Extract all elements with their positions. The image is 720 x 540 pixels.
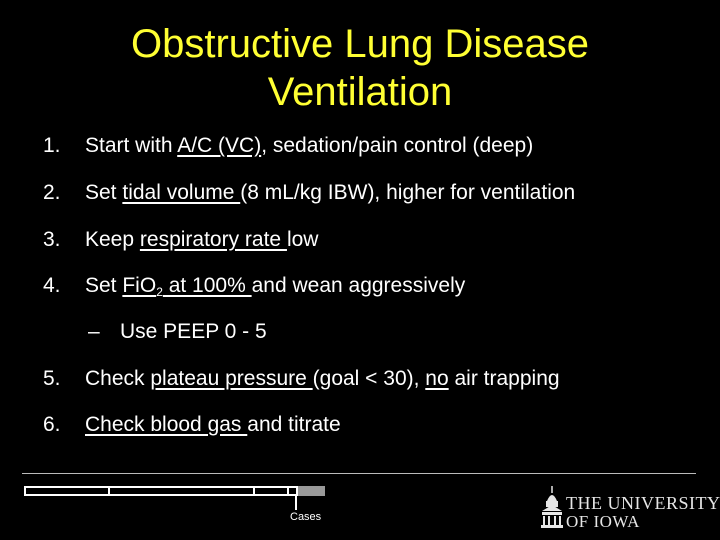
list-item-5 — [43, 366, 560, 392]
item-underlined-term: A/C (VC) — [177, 134, 262, 157]
sub-list-item — [88, 319, 267, 345]
item-number: 5. — [43, 367, 61, 390]
item-text: and wean aggressively — [251, 274, 466, 297]
item-number: 1. — [43, 134, 61, 157]
item-text: , sedation/pain control (deep) — [261, 134, 534, 157]
list-item-4 — [43, 273, 465, 299]
item-text: Keep — [85, 228, 140, 251]
list-item-1 — [43, 133, 533, 159]
dash-bullet: – — [88, 320, 100, 343]
footer-divider — [22, 473, 696, 474]
nav-pointer — [295, 496, 297, 510]
item-underlined-term: no — [425, 367, 449, 390]
fio-text: FiO — [122, 274, 157, 297]
logo-text-line-1: THE UNIVERSITY — [566, 493, 720, 513]
nav-section-3[interactable] — [253, 486, 289, 496]
slide-title-line-1: Obstructive Lung Disease — [130, 22, 589, 66]
item-text: (8 mL/kg IBW), higher for ventilation — [240, 181, 576, 204]
nav-label[interactable]: Cases — [290, 511, 322, 523]
item-text: Set — [85, 274, 123, 297]
list-item-2 — [43, 180, 575, 206]
item-number: 6. — [43, 413, 61, 436]
item-number: 2. — [43, 181, 61, 204]
nav-section-1[interactable] — [24, 486, 110, 496]
nav-section-2[interactable] — [108, 486, 255, 496]
fio-value: at 100% — [162, 274, 252, 297]
item-number: 3. — [43, 228, 61, 251]
item-text: (goal < 30), — [312, 367, 426, 390]
item-text: air trapping — [448, 367, 560, 390]
item-text: Start with — [85, 134, 178, 157]
item-number: 4. — [43, 274, 61, 297]
slide-title-line-2: Ventilation — [267, 70, 453, 114]
nav-progress-fill — [296, 486, 325, 496]
item-underlined-term: tidal volume — [122, 181, 241, 204]
sub-item-text: Use PEEP 0 - 5 — [120, 320, 267, 343]
item-underlined-term: Check blood gas — [85, 413, 248, 436]
item-text: Check — [85, 367, 151, 390]
item-text: and titrate — [247, 413, 341, 436]
list-item-3 — [43, 227, 318, 253]
item-text: low — [286, 228, 319, 251]
old-capitol-icon — [540, 485, 564, 529]
university-logo — [538, 485, 720, 531]
nav-section-4-cases[interactable] — [287, 486, 298, 496]
item-text: Set — [85, 181, 123, 204]
logo-text-line-2: OF IOWA — [566, 512, 640, 531]
slide-title — [0, 20, 720, 116]
subscript-2: 2 — [156, 285, 163, 299]
item-underlined-term: respiratory rate — [139, 228, 287, 251]
item-underlined-term: plateau pressure — [150, 367, 313, 390]
list-item-6 — [43, 412, 341, 438]
item-underlined-term — [122, 274, 251, 297]
